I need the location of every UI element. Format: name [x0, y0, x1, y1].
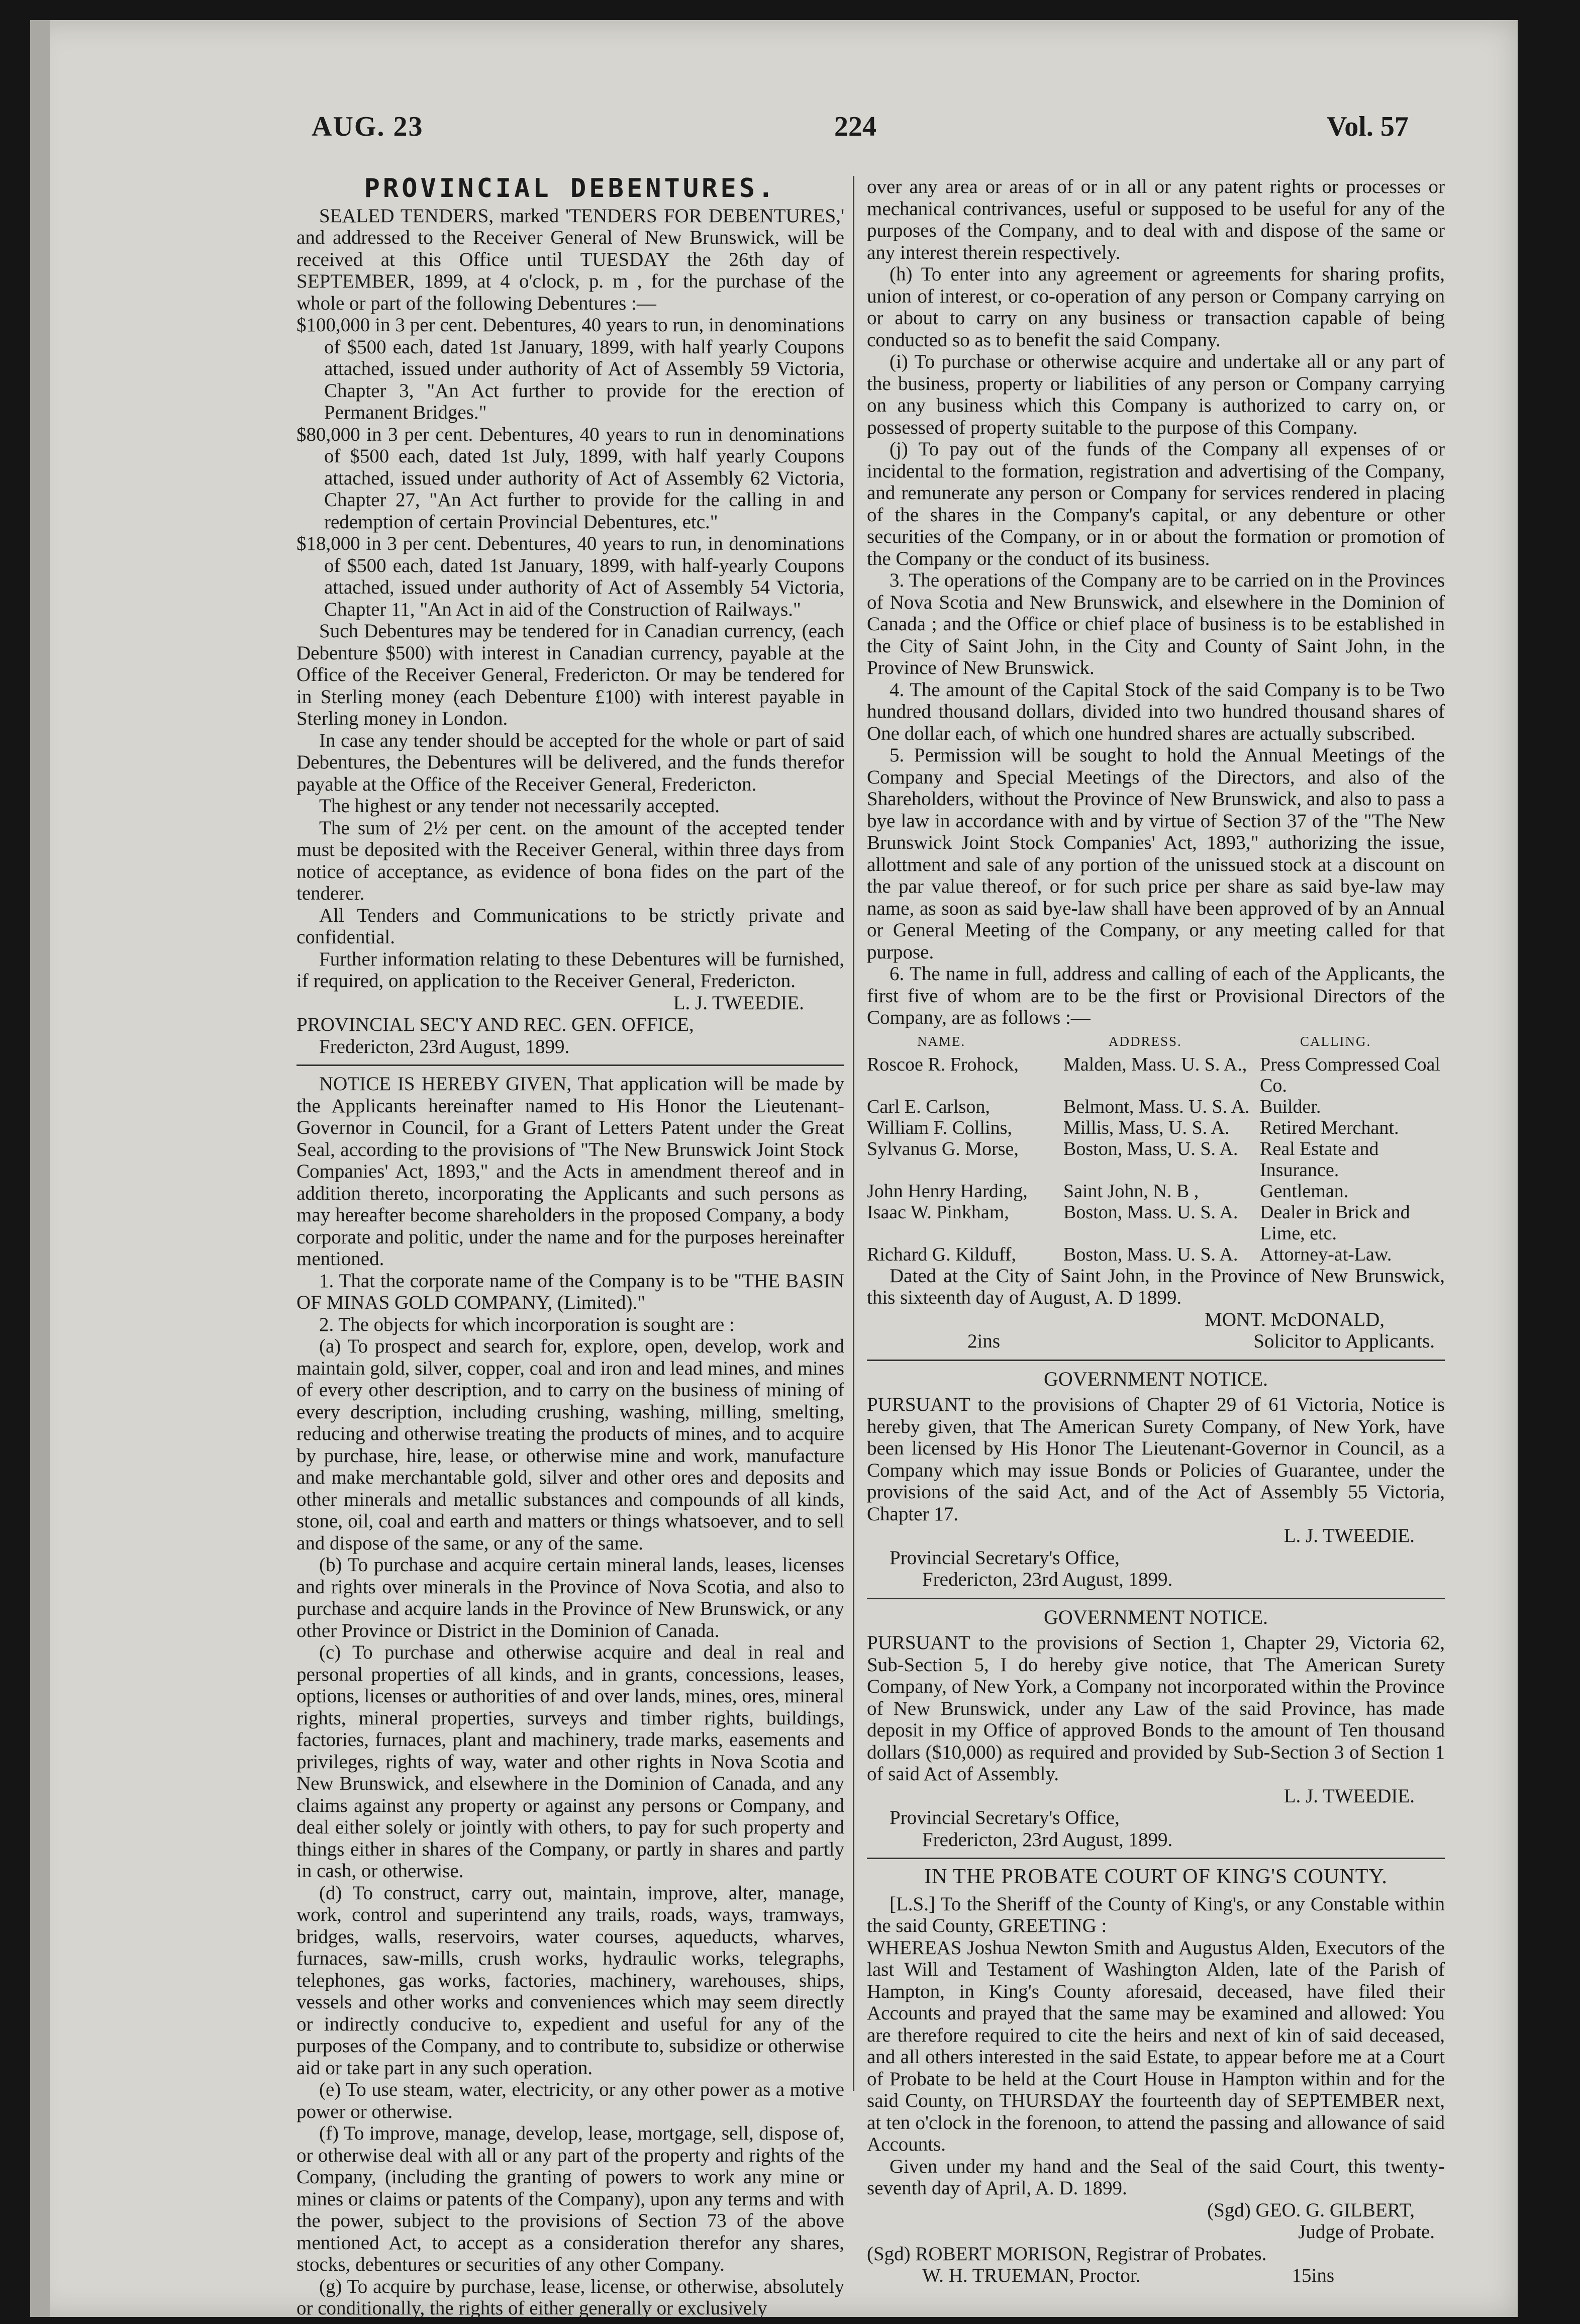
- applicant-calling: Attorney-at-Law.: [1260, 1243, 1392, 1265]
- probate-registrar-signature: (Sgd) ROBERT MORISON, Registrar of Probates.: [867, 2243, 1267, 2265]
- applicant-calling: Builder.: [1260, 1096, 1321, 1117]
- applicant-address: Boston, Mass. U. S. A.: [1063, 1201, 1238, 1223]
- government-notice-office: Provincial Secretary's Office,: [890, 1807, 1120, 1828]
- right-column: [867, 176, 1445, 2287]
- government-notice-body: PURSUANT to the provisions of Chapter 29 of 61 Victoria, Notice is hereby given, that The American Surety Company, of New York, have been licensed by His Honor The Lieutenant-Governor in Council, as a Company which may issue Bonds or Policies of Guarantee, under the provisions of the said Act, and of the Act of Assembly 55 Victoria, Chapter 17.: [867, 1394, 1445, 1525]
- table-row: [867, 1181, 1445, 1202]
- debentures-place-date: Fredericton, 23rd August, 1899.: [319, 1035, 570, 1057]
- debenture-item: $18,000 in 3 per cent. Debentures, 40 years to run, in denominations of $500 each, dated 1st January, 1899, with half-yearly Coupons attached, issued under authority of Act of Assembly 54 Victoria, Chapter 11, "An Act in aid of the Construction of Railways.": [297, 533, 844, 620]
- applicant-address: Millis, Mass, U. S. A.: [1063, 1117, 1230, 1138]
- incorporation-clause: 5. Permission will be sought to hold the Annual Meetings of the Company and Special Meetings of the Directors, and also of the Shareholders, without the Province of New Brunswick, and also to pass a bye law in accordance with and by virtue of Section 37 of the "The New Brunswick Joint Stock Companies' Act, 1893," authorizing the issue, allottment and sale of any portion of the unissued stock at a discount on the par value thereof, or for such price per share as said bye-law may name, as soon as said bye-law shall have been approved of by an Annual or General Meeting of the Company, or any meeting called for that purpose.: [867, 744, 1445, 963]
- binding-edge: [30, 20, 50, 2317]
- incorporation-signature-line: [867, 1330, 1445, 1352]
- applicant-name: Isaac W. Pinkham,: [867, 1201, 1009, 1223]
- debentures-paragraph: Further information relating to these Debentures will be furnished, if required, on application to the Receiver General, Fredericton.: [297, 948, 844, 992]
- incorporation-clause: 4. The amount of the Capital Stock of the said Company is to be Two hundred thousand dollars, divided into two hundred thousand shares of One dollar each, of which one hundred shares are actually subscribed.: [867, 679, 1445, 744]
- applicant-calling: Real Estate and Insurance.: [1260, 1138, 1379, 1181]
- government-notice-signer: L. J. TWEEDIE.: [1283, 1785, 1415, 1807]
- table-row: [867, 1202, 1445, 1244]
- page-number: 224: [834, 111, 876, 142]
- applicant-address: Malden, Mass. U. S. A.,: [1063, 1053, 1247, 1075]
- probate-address: [L.S.] To the Sheriff of the County of King's, or any Constable within the said County, GREETING :: [867, 1893, 1445, 1936]
- probate-court-title: IN THE PROBATE COURT OF KING'S COUNTY.: [924, 1865, 1388, 1888]
- table-row: [867, 1054, 1445, 1096]
- applicant-calling: Retired Merchant.: [1260, 1117, 1399, 1138]
- government-notice-office: Provincial Secretary's Office,: [890, 1546, 1120, 1569]
- applicant-name: Roscoe R. Frohock,: [867, 1053, 1019, 1075]
- applicant-calling: Gentleman.: [1260, 1180, 1349, 1202]
- table-row: [867, 1138, 1445, 1181]
- insertion-count: 2ins: [967, 1330, 1001, 1352]
- incorporation-object: (c) To purchase and otherwise acquire and deal in real and personal properties of all kinds, and in grants, concessions, leases, options, licenses or authorities of and over lands, mines, ores, mineral rights, mineral properties, surveys and timber rights, buildings, factories, furnaces, plant and machinery, trade marks, easements and privileges, rights of way, water and other rights in Nova Scotia and New Brunswick, and elsewhere in the Dominion of Canada, and any claims against any property or against any persons or Company, and deal either solely or jointly with others, to pay for such property and things either in shares of the Company, or partly in shares and partly in cash, or otherwise.: [297, 1641, 844, 1882]
- table-row: [867, 1117, 1445, 1138]
- government-notice-body: PURSUANT to the provisions of Section 1, Chapter 29, Victoria 62, Sub-Section 5, I do hereby give notice, that The American Surety Company, of New York, a Company not incorporated within the Province of New Brunswick, under any Law of the said Province, has made deposit in my Office of approved Bonds to the amount of Ten thousand dollars ($10,000) as required and provided by Sub-Section 3 of Section 1 of said Act of Assembly.: [867, 1632, 1445, 1785]
- probate-proctor: W. H. TRUEMAN, Proctor.: [922, 2265, 1141, 2286]
- section-rule: [867, 1598, 1445, 1599]
- government-notice-signer: L. J. TWEEDIE.: [1283, 1525, 1415, 1546]
- volume-number: Vol. 57: [1327, 111, 1409, 142]
- incorporation-dated: Dated at the City of Saint John, in the Province of New Brunswick, this sixteenth day of August, A. D 1899.: [867, 1265, 1445, 1308]
- section-rule: [297, 1064, 844, 1066]
- debentures-paragraph: The highest or any tender not necessarily accepted.: [319, 795, 720, 817]
- incorporation-object: (g) To acquire by purchase, lease, license, or otherwise, absolutely or conditionally, the rights of either generally or exclusively: [297, 2275, 844, 2319]
- debentures-paragraph: Such Debentures may be tendered for in Canadian currency, (each Debenture $500) with interest in Canadian currency, payable at the Office of the Receiver General, Fredericton. Or may be tendered for in Sterling money (each Debenture £100) with interest payable in Sterling money in London.: [297, 620, 844, 729]
- column-header: CALLING.: [1300, 1033, 1371, 1049]
- government-notice-place-date: Fredericton, 23rd August, 1899.: [922, 1828, 1173, 1851]
- column-header: NAME.: [917, 1033, 966, 1049]
- debentures-paragraph: All Tenders and Communications to be strictly private and confidential.: [297, 904, 844, 948]
- applicant-address: Saint John, N. B ,: [1063, 1180, 1199, 1202]
- probate-given: Given under my hand and the Seal of the said Court, this twenty-seventh day of April, A. D. 1899.: [867, 2155, 1445, 2199]
- issue-date: AUG. 23: [312, 111, 424, 142]
- insertion-count: 15ins: [1292, 2265, 1334, 2286]
- debenture-item: $80,000 in 3 per cent. Debentures, 40 years to run in denominations of $500 each, dated 1st July, 1899, with half yearly Coupons attached, issued under authority of Act of Assembly 62 Victoria, Chapter 27, "An Act further to provide for the calling in and redemption of certain Provincial Debentures, etc.": [297, 423, 844, 533]
- applicant-name: William F. Collins,: [867, 1117, 1012, 1138]
- incorporation-intro: NOTICE IS HEREBY GIVEN, That application will be made by the Applicants hereinafter named to His Honor the Lieutenant-Governor in Council, for a Grant of Letters Patent under the Great Seal, according to the provisions of "The New Brunswick Joint Stock Companies' Act, 1893," and the Acts in amendment thereof and in addition thereto, incorporating the Applicants and such persons as may hereafter become shareholders in the proposed Company, a body corporate and politic, under the name and for the purposes hereinafter mentioned.: [297, 1073, 844, 1270]
- incorporation-signer: MONT. McDONALD,: [1205, 1308, 1385, 1330]
- incorporation-object: (f) To improve, manage, develop, lease, mortgage, sell, dispose of, or otherwise deal with all or any part of the property and rights of the Company, (including the granting of powers to work any mine or mines or claims or patents of the Company), upon any terms and with the power, subject to the provisions of Section 73 of the above mentioned Act, to accept as a consideration therefor any shares, stocks, debentures or securities of any other Company.: [297, 2122, 844, 2275]
- probate-body: WHEREAS Joshua Newton Smith and Augustus Alden, Executors of the last Will and Testament of Washington Alden, late of the Parish of Hampton, in King's County aforesaid, deceased, have filed their Accounts and prayed that the same may be examined and allowed: You are therefore required to cite the heirs and next of kin of said deceased, and all others interested in the said Estate, to appear before me at a Court of Probate to be held at the Court House in Hampton within and for the said County, on THURSDAY the fourteenth day of SEPTEMBER next, at ten o'clock in the forenoon, to attend the passing and allowance of said Accounts.: [867, 1936, 1445, 2155]
- incorporation-object: (j) To pay out of the funds of the Company all expenses of or incidental to the formation, registration and advertising of the Company, and remunerate any person or Company for services rendered in placing of the shares in the Company's capital, or any debenture or other securities of the Company, or in or about the formation or promotion of the Company or the conduct of its business.: [867, 438, 1445, 569]
- applicant-address: Belmont, Mass. U. S. A.: [1063, 1096, 1250, 1117]
- page-header: [0, 101, 1580, 156]
- incorporation-continuation: over any area or areas of or in all or any patent rights or processes or mechanical contrivances, useful or supposed to be useful for any of the purposes of the Company, and to deal with and dispose of the same or any interest therein respectively.: [867, 176, 1445, 263]
- debentures-intro: SEALED TENDERS, marked 'TENDERS FOR DEBENTURES,' and addressed to the Receiver General of New Brunswick, will be received at this Office until TUESDAY the 26th day of SEPTEMBER, 1899, at 4 o'clock, p. m , for the purchase of the whole or part of the following Debentures :—: [297, 205, 844, 314]
- applicant-name: John Henry Harding,: [867, 1180, 1028, 1202]
- section-rule: [867, 1360, 1445, 1361]
- incorporation-object: (i) To purchase or otherwise acquire and undertake all or any part of the business, property or liabilities of any person or Company carrying on any business which this Company is authorized to carry on, or possessed of property suitable to the purpose of this Company.: [867, 351, 1445, 438]
- column-header: ADDRESS.: [1109, 1033, 1182, 1049]
- applicant-calling: Press Compressed Coal Co.: [1260, 1053, 1440, 1096]
- incorporation-clause: 6. The name in full, address and calling of each of the Applicants, the first five of whom are to be the first or Provisional Directors of the Company, are as follows :—: [867, 963, 1445, 1028]
- applicant-address: Boston, Mass, U. S. A.: [1063, 1138, 1238, 1159]
- debentures-title: PROVINCIAL DEBENTURES.: [364, 173, 777, 204]
- debentures-paragraph: The sum of 2½ per cent. on the amount of the accepted tender must be deposited with the Receiver General, within three days from notice of acceptance, as evidence of bona fides on the part of the tenderer.: [297, 817, 844, 904]
- applicant-name: Richard G. Kilduff,: [867, 1243, 1016, 1265]
- incorporation-object: (d) To construct, carry out, maintain, improve, alter, manage, work, control and superintend any trails, roads, ways, tramways, bridges, walls, reservoirs, water courses, aqueducts, wharves, furnaces, saw-mills, crush works, hydraulic works, telegraphs, telephones, gas works, factories, machinery, warehouses, ships, vessels and other works and conveniences which may seem directly or indirectly conducive to, expedient and useful for any of the purposes of the Company, and to contribute to, subsidize or otherwise aid or take part in any such operation.: [297, 1882, 844, 2079]
- incorporation-object: (h) To enter into any agreement or agreements for sharing profits, union of interest, or co-operation of any person or Company carrying on or about to carry on any business or transaction capable of being conducted so as to benefit the said Company.: [867, 263, 1445, 351]
- section-rule: [867, 1858, 1445, 1859]
- table-row: [867, 1244, 1445, 1265]
- debenture-item: $100,000 in 3 per cent. Debentures, 40 years to run, in denominations of $500 each, dated 1st January, 1899, with half yearly Coupons attached, issued under authority of Act of Assembly 59 Victoria, Chapter 3, "An Act further to provide for the erection of Permanent Bridges.": [297, 314, 844, 423]
- government-notice-place-date: Fredericton, 23rd August, 1899.: [922, 1569, 1173, 1590]
- incorporation-signer-title: Solicitor to Applicants.: [1253, 1330, 1435, 1352]
- government-notice-title: GOVERNMENT NOTICE.: [1044, 1605, 1268, 1628]
- incorporation-object: (e) To use steam, water, electricity, or any other power as a motive power or otherwise.: [297, 2079, 844, 2122]
- probate-judge-signature: (Sgd) GEO. G. GILBERT,: [1207, 2199, 1415, 2221]
- incorporation-object: (b) To purchase and acquire certain mineral lands, leases, licenses and rights over minerals in the Province of Nova Scotia, and also to purchase and acquire lands in the Province of New Brunswick, or any other Province or District in the Dominion of Canada.: [297, 1554, 844, 1641]
- incorporation-name: 1. That the corporate name of the Company is to be "THE BASIN OF MINAS GOLD COMPANY, (Limited).": [297, 1270, 844, 1313]
- applicant-name: Carl E. Carlson,: [867, 1096, 990, 1117]
- column-divider: [853, 176, 854, 2091]
- debentures-paragraph: In case any tender should be accepted for the whole or part of said Debentures, the Debentures will be delivered, and the funds therefor payable at the Office of the Receiver General, Fredericton.: [297, 729, 844, 795]
- applicant-address: Boston, Mass. U. S. A.: [1063, 1243, 1238, 1265]
- probate-judge-title: Judge of Probate.: [1298, 2221, 1435, 2243]
- incorporation-clause: 3. The operations of the Company are to be carried on in the Provinces of Nova Scotia and New Brunswick, and elsewhere in the Dominion of Canada ; and the Office or chief place of business is to be established in the City of Saint John, in the City and County of Saint John, in the Province of New Brunswick.: [867, 569, 1445, 679]
- applicant-name: Sylvanus G. Morse,: [867, 1138, 1019, 1159]
- incorporation-objects-heading: 2. The objects for which incorporation is sought are :: [319, 1313, 735, 1335]
- debentures-office: PROVINCIAL SEC'Y AND REC. GEN. OFFICE,: [297, 1014, 694, 1035]
- government-notice-title: GOVERNMENT NOTICE.: [1044, 1367, 1268, 1390]
- debentures-signer: L. J. TWEEDIE.: [673, 992, 804, 1014]
- incorporation-object: (a) To prospect and search for, explore, open, develop, work and maintain gold, silver, copper, coal and iron and lead mines, and mines of every other description, and to carry on the business of mining of every description, including crushing, washing, milling, smelting, reducing and otherwise treating the products of mines, and to acquire by purchase, hire, lease, or otherwise mine and work, manufacture and make merchantable gold, silver and other ores and deposits and other minerals and metallic substances and compounds of all kinds, stone, oil, coal and earth and matters or things whatsoever, and to sell and dispose of the same, or any of the same.: [297, 1335, 844, 1554]
- applicants-table: [867, 1029, 1445, 1265]
- probate-proctor-line: [867, 2265, 1445, 2287]
- table-header-row: [867, 1029, 1445, 1054]
- left-column: [297, 173, 844, 2319]
- table-row: [867, 1096, 1445, 1117]
- applicant-calling: Dealer in Brick and Lime, etc.: [1260, 1201, 1410, 1244]
